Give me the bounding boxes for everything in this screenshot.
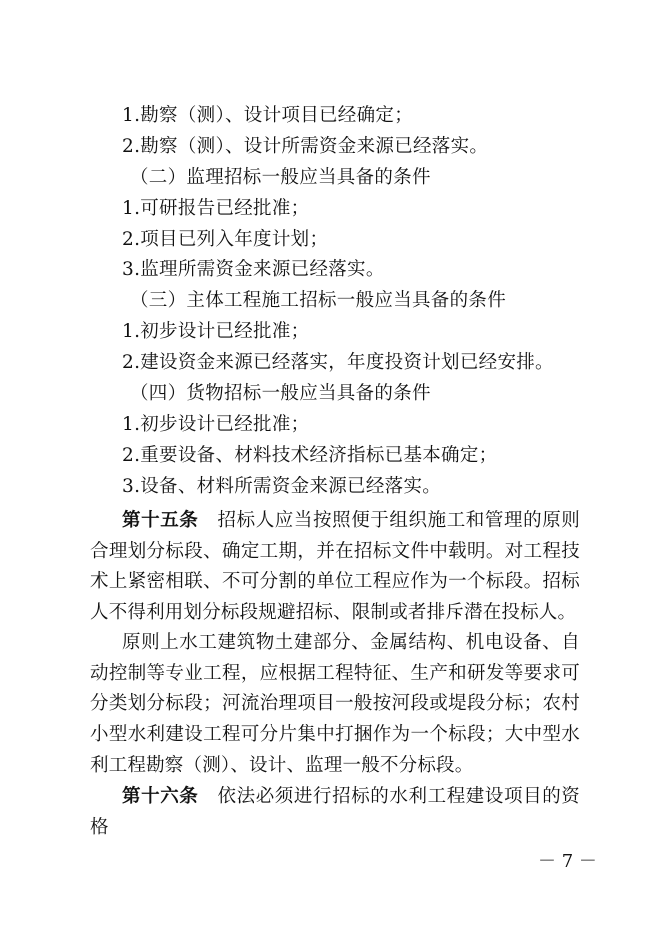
article-15-paragraph bbox=[90, 506, 580, 629]
text-line-11: 1.初步设计已经批准； bbox=[122, 414, 310, 435]
article-15-text: 招标人应当按照便于组织施工和管理的原则合理划分标段、确定工期，并在招标文件中载明。对工程技术上紧密相联、不可分割的单位工程应作为一个标段。招标人不得利用划分标段规避招标、限制或者排斥潜在投标人。 bbox=[90, 510, 580, 624]
article-15-label: 第十五条 bbox=[122, 510, 199, 531]
division-rules-paragraph: 原则上水工建筑物土建部分、金属结构、机电设备、自动控制等专业工程，应根据工程特征、生产和研发等要求可分类划分标段；河流治理项目一般按河段或堤段分标；农村小型水利建设工程可分片集中打捆作为一个标段；大中型水利工程勘察（测）、设计、监理一般不分标段。 bbox=[90, 632, 580, 776]
article-16-paragraph bbox=[90, 782, 580, 843]
text-line-8: 1.初步设计已经批准； bbox=[122, 321, 310, 342]
text-line-6: 3.监理所需资金来源已经落实。 bbox=[122, 259, 385, 280]
article-16-label: 第十六条 bbox=[122, 786, 199, 807]
text-line-4: 1.可研报告已经批准； bbox=[122, 198, 310, 219]
page-number: － 7 － bbox=[538, 851, 597, 872]
section-heading-construction: （三）主体工程施工招标一般应当具备的条件 bbox=[130, 290, 507, 311]
text-line-13: 3.设备、材料所需资金来源已经落实。 bbox=[122, 476, 442, 497]
text-line-2: 2.勘察（测）、设计所需资金来源已经落实。 bbox=[122, 136, 489, 157]
text-line-5: 2.项目已列入年度计划； bbox=[122, 229, 329, 250]
text-line-12: 2.重要设备、材料技术经济指标已基本确定； bbox=[122, 445, 498, 466]
section-heading-goods: （四）货物招标一般应当具备的条件 bbox=[130, 383, 431, 404]
article-16-text: 依法必须进行招标的水利工程建设项目的资格 bbox=[90, 786, 580, 838]
text-line-9: 2.建设资金来源已经落实，年度投资计划已经安排。 bbox=[122, 352, 554, 373]
section-heading-supervision: （二）监理招标一般应当具备的条件 bbox=[130, 167, 431, 188]
text-line-1: 1.勘察（测）、设计项目已经确定； bbox=[122, 105, 414, 126]
